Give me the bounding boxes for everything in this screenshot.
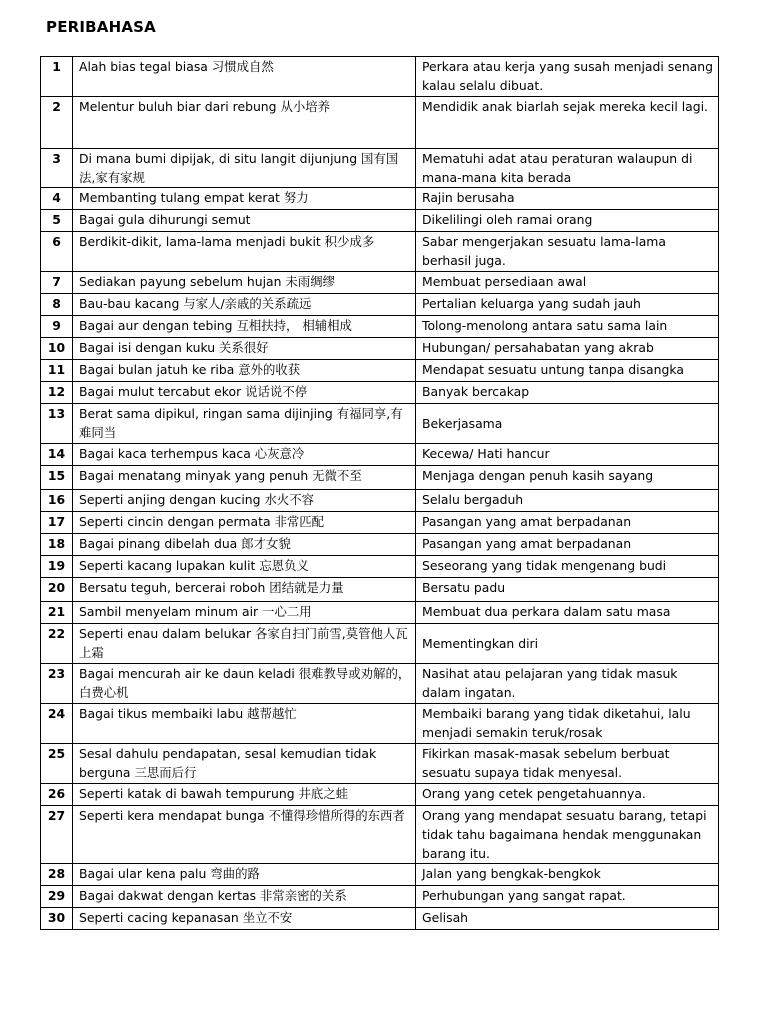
peribahasa-cell: Seperti cincin dengan permata 非常匹配: [73, 512, 416, 534]
maksud-cell: Orang yang mendapat sesuatu barang, tetapi tidak tahu bagaimana hendak menggunakan barang itu.: [416, 806, 719, 864]
maksud-cell: Orang yang cetek pengetahuannya.: [416, 784, 719, 806]
row-number: 6: [41, 232, 73, 272]
row-number: 21: [41, 602, 73, 624]
row-number: 22: [41, 624, 73, 664]
maksud-cell: Jalan yang bengkak-bengkok: [416, 864, 719, 886]
table-row: [41, 294, 719, 316]
maksud-cell: Mementingkan diri: [416, 624, 719, 664]
table-row: [41, 784, 719, 806]
maksud-cell: Bekerjasama: [416, 404, 719, 444]
row-number: 8: [41, 294, 73, 316]
table-row: [41, 210, 719, 232]
peribahasa-cell: Bagai kaca terhempus kaca 心灰意冷: [73, 444, 416, 466]
maksud-cell: Perhubungan yang sangat rapat.: [416, 886, 719, 908]
peribahasa-cell: Berat sama dipikul, ringan sama dijinjing 有福同享,有难同当: [73, 404, 416, 444]
table-row: [41, 188, 719, 210]
peribahasa-cell: Bagai mencurah air ke daun keladi 很难教导或劝解的，白费心机: [73, 664, 416, 704]
peribahasa-cell: Bau-bau kacang 与家人/亲戚的关系疏远: [73, 294, 416, 316]
row-number: 30: [41, 908, 73, 930]
maksud-cell: Sabar mengerjakan sesuatu lama-lama berhasil juga.: [416, 232, 719, 272]
maksud-cell: Gelisah: [416, 908, 719, 930]
table-row: [41, 864, 719, 886]
row-number: 11: [41, 360, 73, 382]
row-number: 5: [41, 210, 73, 232]
table-row: [41, 360, 719, 382]
maksud-cell: Pertalian keluarga yang sudah jauh: [416, 294, 719, 316]
row-number: 18: [41, 534, 73, 556]
maksud-cell: Membaiki barang yang tidak diketahui, lalu menjadi semakin teruk/rosak: [416, 704, 719, 744]
peribahasa-cell: Bagai bulan jatuh ke riba 意外的收获: [73, 360, 416, 382]
table-body: [41, 57, 719, 930]
table-row: [41, 444, 719, 466]
maksud-cell: Mendidik anak biarlah sejak mereka kecil lagi.: [416, 97, 719, 149]
maksud-cell: Perkara atau kerja yang susah menjadi senang kalau selalu dibuat.: [416, 57, 719, 97]
table-row: [41, 664, 719, 704]
table-row: [41, 624, 719, 664]
row-number: 9: [41, 316, 73, 338]
row-number: 10: [41, 338, 73, 360]
row-number: 2: [41, 97, 73, 149]
maksud-cell: Pasangan yang amat berpadanan: [416, 534, 719, 556]
row-number: 24: [41, 704, 73, 744]
maksud-cell: Membuat dua perkara dalam satu masa: [416, 602, 719, 624]
maksud-cell: Rajin berusaha: [416, 188, 719, 210]
peribahasa-cell: Seperti enau dalam belukar 各家自扫门前雪,莫管他人瓦上霜: [73, 624, 416, 664]
row-number: 4: [41, 188, 73, 210]
row-number: 16: [41, 490, 73, 512]
row-number: 3: [41, 149, 73, 188]
peribahasa-cell: Alah bias tegal biasa 习惯成自然: [73, 57, 416, 97]
row-number: 7: [41, 272, 73, 294]
table-row: [41, 316, 719, 338]
peribahasa-cell: Bagai isi dengan kuku 关系很好: [73, 338, 416, 360]
row-number: 15: [41, 466, 73, 490]
row-number: 12: [41, 382, 73, 404]
table-row: [41, 490, 719, 512]
page-title: PERIBAHASA: [46, 18, 156, 36]
maksud-cell: Bersatu padu: [416, 578, 719, 602]
maksud-cell: Membuat persediaan awal: [416, 272, 719, 294]
peribahasa-cell: Di mana bumi dipijak, di situ langit dijunjung 国有国法,家有家规: [73, 149, 416, 188]
maksud-cell: Banyak bercakap: [416, 382, 719, 404]
row-number: 19: [41, 556, 73, 578]
table-row: [41, 512, 719, 534]
table-row: [41, 578, 719, 602]
peribahasa-cell: Membanting tulang empat kerat 努力: [73, 188, 416, 210]
row-number: 25: [41, 744, 73, 784]
maksud-cell: Fikirkan masak-masak sebelum berbuat sesuatu supaya tidak menyesal.: [416, 744, 719, 784]
table-row: [41, 602, 719, 624]
maksud-cell: Selalu bergaduh: [416, 490, 719, 512]
peribahasa-cell: Bagai tikus membaiki labu 越帮越忙: [73, 704, 416, 744]
row-number: 28: [41, 864, 73, 886]
peribahasa-cell: Bagai gula dihurungi semut: [73, 210, 416, 232]
row-number: 29: [41, 886, 73, 908]
peribahasa-cell: Melentur buluh biar dari rebung 从小培养: [73, 97, 416, 149]
table-row: [41, 704, 719, 744]
peribahasa-cell: Sesal dahulu pendapatan, sesal kemudian tidak berguna 三思而后行: [73, 744, 416, 784]
peribahasa-cell: Seperti katak di bawah tempurung 井底之蛙: [73, 784, 416, 806]
table-row: [41, 232, 719, 272]
maksud-cell: Pasangan yang amat berpadanan: [416, 512, 719, 534]
row-number: 20: [41, 578, 73, 602]
peribahasa-cell: Bersatu teguh, bercerai roboh 团结就是力量: [73, 578, 416, 602]
table-row: [41, 556, 719, 578]
row-number: 27: [41, 806, 73, 864]
peribahasa-cell: Bagai pinang dibelah dua 郎才女貌: [73, 534, 416, 556]
maksud-cell: Tolong-menolong antara satu sama lain: [416, 316, 719, 338]
peribahasa-cell: Bagai menatang minyak yang penuh 无微不至: [73, 466, 416, 490]
peribahasa-table: [40, 56, 719, 930]
peribahasa-cell: Bagai mulut tercabut ekor 说话说不停: [73, 382, 416, 404]
peribahasa-cell: Sambil menyelam minum air 一心二用: [73, 602, 416, 624]
peribahasa-cell: Bagai dakwat dengan kertas 非常亲密的关系: [73, 886, 416, 908]
maksud-cell: Seseorang yang tidak mengenang budi: [416, 556, 719, 578]
maksud-cell: Kecewa/ Hati hancur: [416, 444, 719, 466]
table-row: [41, 534, 719, 556]
row-number: 13: [41, 404, 73, 444]
peribahasa-cell: Sediakan payung sebelum hujan 未雨绸缪: [73, 272, 416, 294]
table-row: [41, 338, 719, 360]
row-number: 17: [41, 512, 73, 534]
peribahasa-cell: Bagai ular kena palu 弯曲的路: [73, 864, 416, 886]
table-row: [41, 382, 719, 404]
table-row: [41, 744, 719, 784]
peribahasa-cell: Seperti anjing dengan kucing 水火不容: [73, 490, 416, 512]
row-number: 23: [41, 664, 73, 704]
table-row: [41, 466, 719, 490]
maksud-cell: Dikelilingi oleh ramai orang: [416, 210, 719, 232]
peribahasa-cell: Seperti kera mendapat bunga 不懂得珍惜所得的东西者: [73, 806, 416, 864]
peribahasa-cell: Seperti cacing kepanasan 坐立不安: [73, 908, 416, 930]
maksud-cell: Hubungan/ persahabatan yang akrab: [416, 338, 719, 360]
table-row: [41, 149, 719, 188]
peribahasa-cell: Berdikit-dikit, lama-lama menjadi bukit 积少成多: [73, 232, 416, 272]
peribahasa-cell: Seperti kacang lupakan kulit 忘恩负义: [73, 556, 416, 578]
table-row: [41, 97, 719, 149]
table-row: [41, 57, 719, 97]
row-number: 26: [41, 784, 73, 806]
table-row: [41, 908, 719, 930]
row-number: 14: [41, 444, 73, 466]
maksud-cell: Mematuhi adat atau peraturan walaupun di mana-mana kita berada: [416, 149, 719, 188]
maksud-cell: Mendapat sesuatu untung tanpa disangka: [416, 360, 719, 382]
maksud-cell: Nasihat atau pelajaran yang tidak masuk dalam ingatan.: [416, 664, 719, 704]
row-number: 1: [41, 57, 73, 97]
maksud-cell: Menjaga dengan penuh kasih sayang: [416, 466, 719, 490]
table-row: [41, 806, 719, 864]
peribahasa-cell: Bagai aur dengan tebing 互相扶持， 相辅相成: [73, 316, 416, 338]
table-row: [41, 404, 719, 444]
table-row: [41, 272, 719, 294]
table-row: [41, 886, 719, 908]
